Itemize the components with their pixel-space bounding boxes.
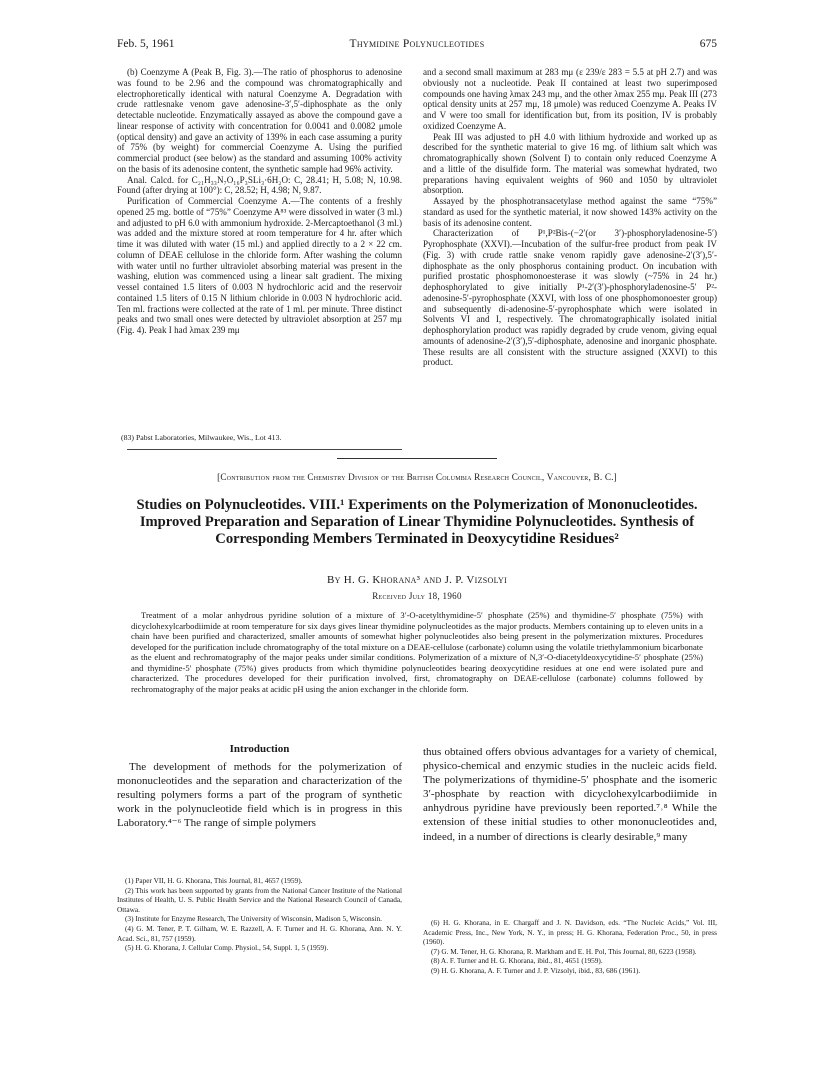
paragraph: The development of methods for the polymerization of mononucleotides and the separation and characterization of the resulting polymers forms a part of the program of synthetic work in the polynucleotide field which is in progress in this Laboratory.⁴⁻⁶ The range of simple polymers	[117, 761, 402, 830]
paragraph: (b) Coenzyme A (Peak B, Fig. 3).—The ratio of phosphorus to adenosine was found to be 2.96 and the compound was chromatographically and electrophoretically identical with natural Coenzyme A. Degradation with crude rattlesnake venom gave adenosine-3′,5′-diphosphate as the only detectable nucleotide. Enzymatically assayed as above the compound gave a linear response of activity with concentration for 0.0041 and 0.0082 μmole (optical density) and gave an activity of 139% in each case assuming a purity of 75% (by weight) for commercial Coenzyme A. Using the purified commercial product (see below) as the standard and assuming 100% activity on the basis of its adenosine content, the synthetic sample had 96% activity.	[117, 67, 402, 174]
paragraph: and a second small maximum at 283 mμ (ε 239/ε 283 = 5.5 at pH 2.7) and was obviously not a nucleotide. Peak II contained at least two superimposed compounds one having λmax 243 mμ, and the other λmax 255 mμ. Peak III (273 optical density units at 257 mμ, 18 μmole) was reduced Coenzyme A. Peaks IV and V were too small for identification but, from its position, IV is probably oxidized Coenzyme A.	[423, 67, 717, 131]
footnote: (4) G. M. Tener, P. T. Gilham, W. E. Razzell, A. F. Turner and H. G. Khorana, Ann. N. Y. Acad. Sci., 81, 757 (1959).	[117, 923, 402, 943]
header-date: Feb. 5, 1961	[117, 38, 175, 50]
prev-article-right-column	[423, 67, 717, 368]
footnote: (7) G. M. Tener, H. G. Khorana, R. Markham and E. H. Pol, This Journal, 80, 6223 (1958).	[431, 946, 697, 956]
header-title: Thymidine Polynucleotides	[349, 38, 485, 50]
abstract: Treatment of a molar anhydrous pyridine solution of a mixture of 3′-O-acetylthymidine-5′ phosphate (25%) and thymidine-5′ phosphate (75%) with dicyclohexylcarbodiimide at room temperature for six days gives linear thymidine polynucleotides as the major products. Members containing up to eleven units in a chain have been purified and characterized, smaller amounts of somewhat higher polynucleotides also being present in the polymerization mixtures. Procedures developed for the purification include chromatography of the total mixture on a DEAE-cellulose (carbonate) column using the volatile triethylammonium bicarbonate as the eluent and rechromatography of the major peaks under similar conditions. Polymerization of a mixture of N,3′-O-diacetyldeoxycytidine-5′ phosphate (25%) and thymidine-5′ phosphate (75%) gives products from which thymidine polynucleotides bearing deoxycytidine residues at one end were isolated pure and characterized. The procedures developed for their purification involved, first, chromatography on DEAE-cellulose (carbonate) columns followed by rechromatography of the major peaks at acidic pH using the anion exchanger in the chloride form.	[131, 610, 703, 694]
footnote: (9) H. G. Khorana, A. F. Turner and J. P. Vizsolyi, ibid., 83, 686 (1961).	[431, 965, 641, 975]
footnote: (1) Paper VII, H. G. Khorana, This Journal, 81, 4657 (1959).	[125, 876, 303, 885]
footnote-divider	[127, 449, 402, 450]
footnotes-left	[117, 876, 402, 953]
paragraph: Anal. Calcd. for C₂₁H₃₃N₇O₁₆P₃SLi₃·6H₂O: C, 28.41; H, 5.08; N, 10.98. Found (after drying at 100°): C, 28.52; H, 4.98; N, 9.87.	[117, 174, 402, 196]
paragraph: Peak III was adjusted to pH 4.0 with lithium hydroxide and worked up as described for the synthetic material to give 16 mg. of lithium salt which was chromatographically shown (Solvent I) to contain only reduced Coenzyme A and a little of the disulfide form. The material was somewhat hydrated, two preparations having equivalent weights of 960 and 1050 by ultraviolet absorption.	[423, 131, 717, 196]
article-separator	[337, 458, 497, 459]
footnote: (6) H. G. Khorana, in E. Chargaff and J. N. Davidson, eds. “The Nucleic Acids,” Vol. III, Academic Press, Inc., New York, N. Y., in press; H. G. Khorana, Federation Proc., 50, in press (1960).	[423, 918, 717, 947]
footnote: (2) This work has been supported by grants from the National Cancer Institute of the National Institutes of Health, U. S. Public Health Service and the National Research Council of Canada, Ottawa.	[117, 885, 402, 914]
paragraph: Purification of Commercial Coenzyme A.—The contents of a freshly opened 25 mg. bottle of “75%” Coenzyme A⁸³ were dissolved in water (3 ml.) and adjusted to pH 6.0 with ammonium hydroxide. 2-Mercaptoethanol (3 ml.) was added and the mixture stored at room temperature for 4 hr. after which time it was diluted with water (15 ml.) and applied directly to a 2 × 22 cm. column of DEAE cellulose in the chloride form. After washing the column with water until no further ultraviolet absorbing material was present in the washing, elution was commenced using a linear salt gradient. The mixing vessel contained 1.5 liters of 0.003 N hydrochloric acid and the reservoir contained 1.5 liters of 0.15 N lithium chloride in 0.003 N hydrochloric acid. Ten ml. fractions were collected at the rate of 1 ml. per minute. Three distinct peaks and two small ones were detected by ultraviolet absorption at 257 mμ (Fig. 4). Peak I had λmax 239 mμ	[117, 196, 402, 335]
intro-right-column	[423, 745, 717, 844]
paragraph: Assayed by the phosphotransacetylase method against the same “75%” standard as used for the synthetic material, it now showed 143% activity on the basis of its adenosine content.	[423, 196, 717, 228]
footnotes-right	[423, 918, 717, 976]
running-header	[117, 38, 717, 54]
footnote: (8) A. F. Turner and H. G. Khorana, ibid., 81, 4651 (1959).	[431, 956, 603, 966]
intro-left-column	[117, 760, 402, 830]
authors: By H. G. Khorana³ and J. P. Vizsolyi	[326, 574, 508, 586]
page-number: 675	[699, 38, 717, 50]
footnote-83: (83) Pabst Laboratories, Milwaukee, Wis., Lot 413.	[121, 433, 282, 442]
contribution-line: [Contribution from the Chemistry Division of the British Columbia Research Council, Vancouver, B. C.]	[217, 472, 617, 482]
received-date: Received July 18, 1960	[372, 591, 462, 601]
paragraph: thus obtained offers obvious advantages for a variety of chemical, physico-chemical and enzymic studies in the nucleic acids field. The polymerizations of thymidine-5′ phosphate and the isomeric 3′-phosphate by reaction with dicyclohexylcarbodiimide in anhydrous pyridine have previously been reported.⁷˒⁸ While the extension of these initial studies to other mononucleotides and, indeed, in a number of directions is clearly desirable,⁹ many	[423, 746, 717, 843]
footnote: (5) H. G. Khorana, J. Cellular Comp. Physiol., 54, Suppl. 1, 5 (1959).	[125, 943, 329, 953]
section-heading-introduction: Introduction	[229, 743, 290, 755]
article-title: Studies on Polynucleotides. VIII.¹ Experiments on the Polymerization of Mononucleotides. Improved Preparation and Separation of Linear Thymidine Polynucleotides. Synthesis of Corresponding Members Terminated in Deoxycytidine Residues²	[136, 497, 698, 548]
prev-article-left-column	[117, 67, 402, 336]
paragraph: Characterization of P¹,P²Bis-(−2′(or 3′)-phosphoryladenosine-5′) Pyrophosphate (XXVI).—Incubation of the sulfur-free product from peak IV (Fig. 3) with crude rattle snake venom rapidly gave adenosine-2′(3′),5′-diphosphate as the only phosphorus containing product. On incubation with purified prostatic phosphomonoesterase it was slowly (~75% in 24 hr.) dephosphorylated to give initially P¹-2′(3′)-phosphoryladenosine-5′ P²-adenosine-5′-pyrophosphate (XXVI, with loss of one phosphomonoester group) and subsequently di-adenosine-5′-pyrophosphate which were isolated in Solvents VI and I, respectively. The chromatographically isolated initial dephosphorylation product was rapidly degraded by crude venom, giving equal amounts of adenosine-2′(3′),5′-diphosphate, adenosine and inorganic phosphate. These results are all consistent with the structure assigned (XXVI) to this product.	[423, 228, 717, 368]
footnote: (3) Institute for Enzyme Research, The University of Wisconsin, Madison 5, Wisconsin.	[125, 914, 382, 924]
